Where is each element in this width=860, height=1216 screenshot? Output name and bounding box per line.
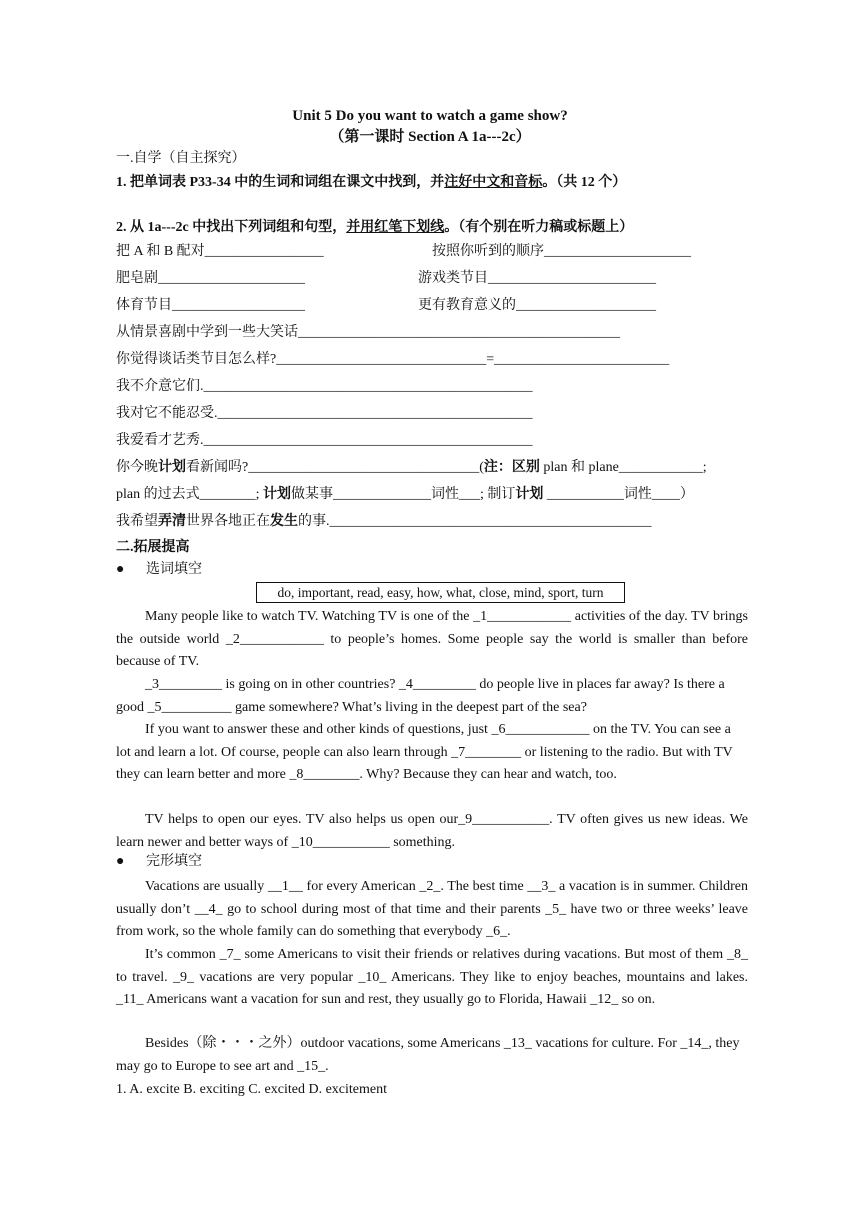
task1-text-end: 。（共 12 个） (542, 175, 627, 190)
page-subtitle: （第一课时 Section A 1a---2c） (329, 129, 531, 145)
hope-keyword: 弄清 (158, 514, 186, 529)
plan-line-text: 看新闻吗?_________________________________( (186, 460, 484, 475)
passage2-paragraph: Besides（除・・・之外）outdoor vacations, some Americans _13_ vacations for culture. For _14_, they may go to Europe to see art and _15_. (116, 1036, 740, 1074)
task1-instruction (116, 173, 626, 193)
phrase-left: 把 A 和 B 配对_________________ (116, 244, 324, 259)
plan-line (116, 458, 707, 478)
fill-in-heading-text: 选词填空 (146, 562, 202, 577)
plan-line-text: 做某事______________词性___; 制订 (291, 487, 516, 502)
plan-line-text: ___________词性____） (543, 487, 694, 502)
plan-line-text: plan 的过去式________; (116, 487, 263, 502)
phrase-line: 从情景喜剧中学到一些大笑话______________________________________________ (116, 325, 620, 340)
phrase-row (116, 242, 324, 262)
passage1-paragraph: TV helps to open our eyes. TV also helps us open our_9___________. TV often gives us new ideas. We learn newer and better ways of _10___________ something. (116, 812, 748, 850)
plan-note: 注：区别 (483, 460, 540, 475)
bullet-icon: ● (116, 562, 125, 577)
task2-underlined: 并用红笔下划线 (346, 220, 445, 235)
section1-heading: 一.自学（自主探究） (116, 151, 246, 166)
hope-keyword: 发生 (270, 514, 298, 529)
plan-line-2 (116, 485, 694, 505)
task1-text: 1. 把单词表 P33-34 中的生词和词组在课文中找到，并 (116, 175, 445, 190)
plan-keyword: 计划 (515, 487, 544, 502)
passage1-paragraph: _3_________ is going on in other countries? _4_________ do people live in places far away? Is there a good _5__________ game somewhere? What’s living in the deepest part of the sea? (116, 677, 725, 715)
task2-text: 2. 从 1a---2c 中找出下列词组和句型， (116, 220, 347, 235)
phrase-line: 你觉得谈话类节目怎么样?______________________________=_________________________ (116, 352, 670, 367)
phrase-right: 按照你听到的顺序_____________________ (432, 244, 691, 259)
plan-keyword: 计划 (263, 487, 291, 502)
task2-instruction (116, 218, 633, 238)
passage2-paragraph: Vacations are usually __1__ for every American _2_. The best time __3_ a vacation is in summer. Children usually don’t __4_ go to school during most of that time and their parents _5_ have two or three weeks’ leave from work, so the whole family can do something that everybody _6_. (116, 879, 748, 939)
hope-line-text: 我希望 (116, 514, 158, 529)
plan-keyword: 计划 (158, 460, 186, 475)
cloze-option: 1. A. excite B. exciting C. excited D. excitement (116, 1082, 387, 1097)
phrase-line: 我不介意它们._______________________________________________ (116, 379, 533, 394)
passage2-paragraph: It’s common _7_ some Americans to visit their friends or relatives during vacations. But most of them _8_ to travel. _9_ vacations are very popular _10_ Americans. They like to enjoy beaches, mountains and lakes. _11_ Americans want a vacation for sun and rest, they usually go to Florida, Hawaii _12_ so on. (116, 947, 748, 1007)
phrase-right: 更有教育意义的____________________ (418, 298, 656, 313)
section2-heading: 二.拓展提高 (116, 540, 190, 555)
phrase-left: 肥皂剧_____________________ (116, 271, 305, 286)
phrase-line: 我对它不能忍受._____________________________________________ (116, 406, 533, 421)
cloze-heading (116, 852, 202, 872)
page-title: Unit 5 Do you want to watch a game show? (292, 108, 568, 124)
fill-in-heading (116, 560, 202, 580)
hope-line (116, 512, 652, 532)
passage1-paragraph: If you want to answer these and other kinds of questions, just _6____________ on the TV. You can see a lot and learn a lot. Of course, people can also learn through _7________ or listening to the radio. But with TV they can learn better and more _8________. Why? Because they can hear and watch, too. (116, 722, 733, 782)
plan-line-text: plan 和 plane____________; (539, 460, 707, 475)
phrase-right: 游戏类节目________________________ (418, 271, 656, 286)
bullet-icon: ● (116, 854, 125, 869)
cloze-heading-text: 完形填空 (146, 854, 202, 869)
hope-line-text: 的事.______________________________________________ (298, 514, 652, 529)
phrase-left: 体育节目___________________ (116, 298, 305, 313)
hope-line-text: 世界各地正在 (186, 514, 270, 529)
passage1-paragraph: Many people like to watch TV. Watching TV is one of the _1____________ activities of the day. TV brings the outside world _2____________ to people’s homes. Some people say the world is smaller than before because of TV. (116, 609, 748, 669)
task1-underlined: 注好中文和音标 (444, 175, 543, 190)
plan-line-text: 你今晚 (116, 460, 158, 475)
word-box: do, important, read, easy, how, what, close, mind, sport, turn (256, 582, 625, 603)
phrase-line: 我爱看才艺秀._______________________________________________ (116, 433, 533, 448)
task2-text-end: 。（有个别在听力稿或标题上） (444, 220, 634, 235)
